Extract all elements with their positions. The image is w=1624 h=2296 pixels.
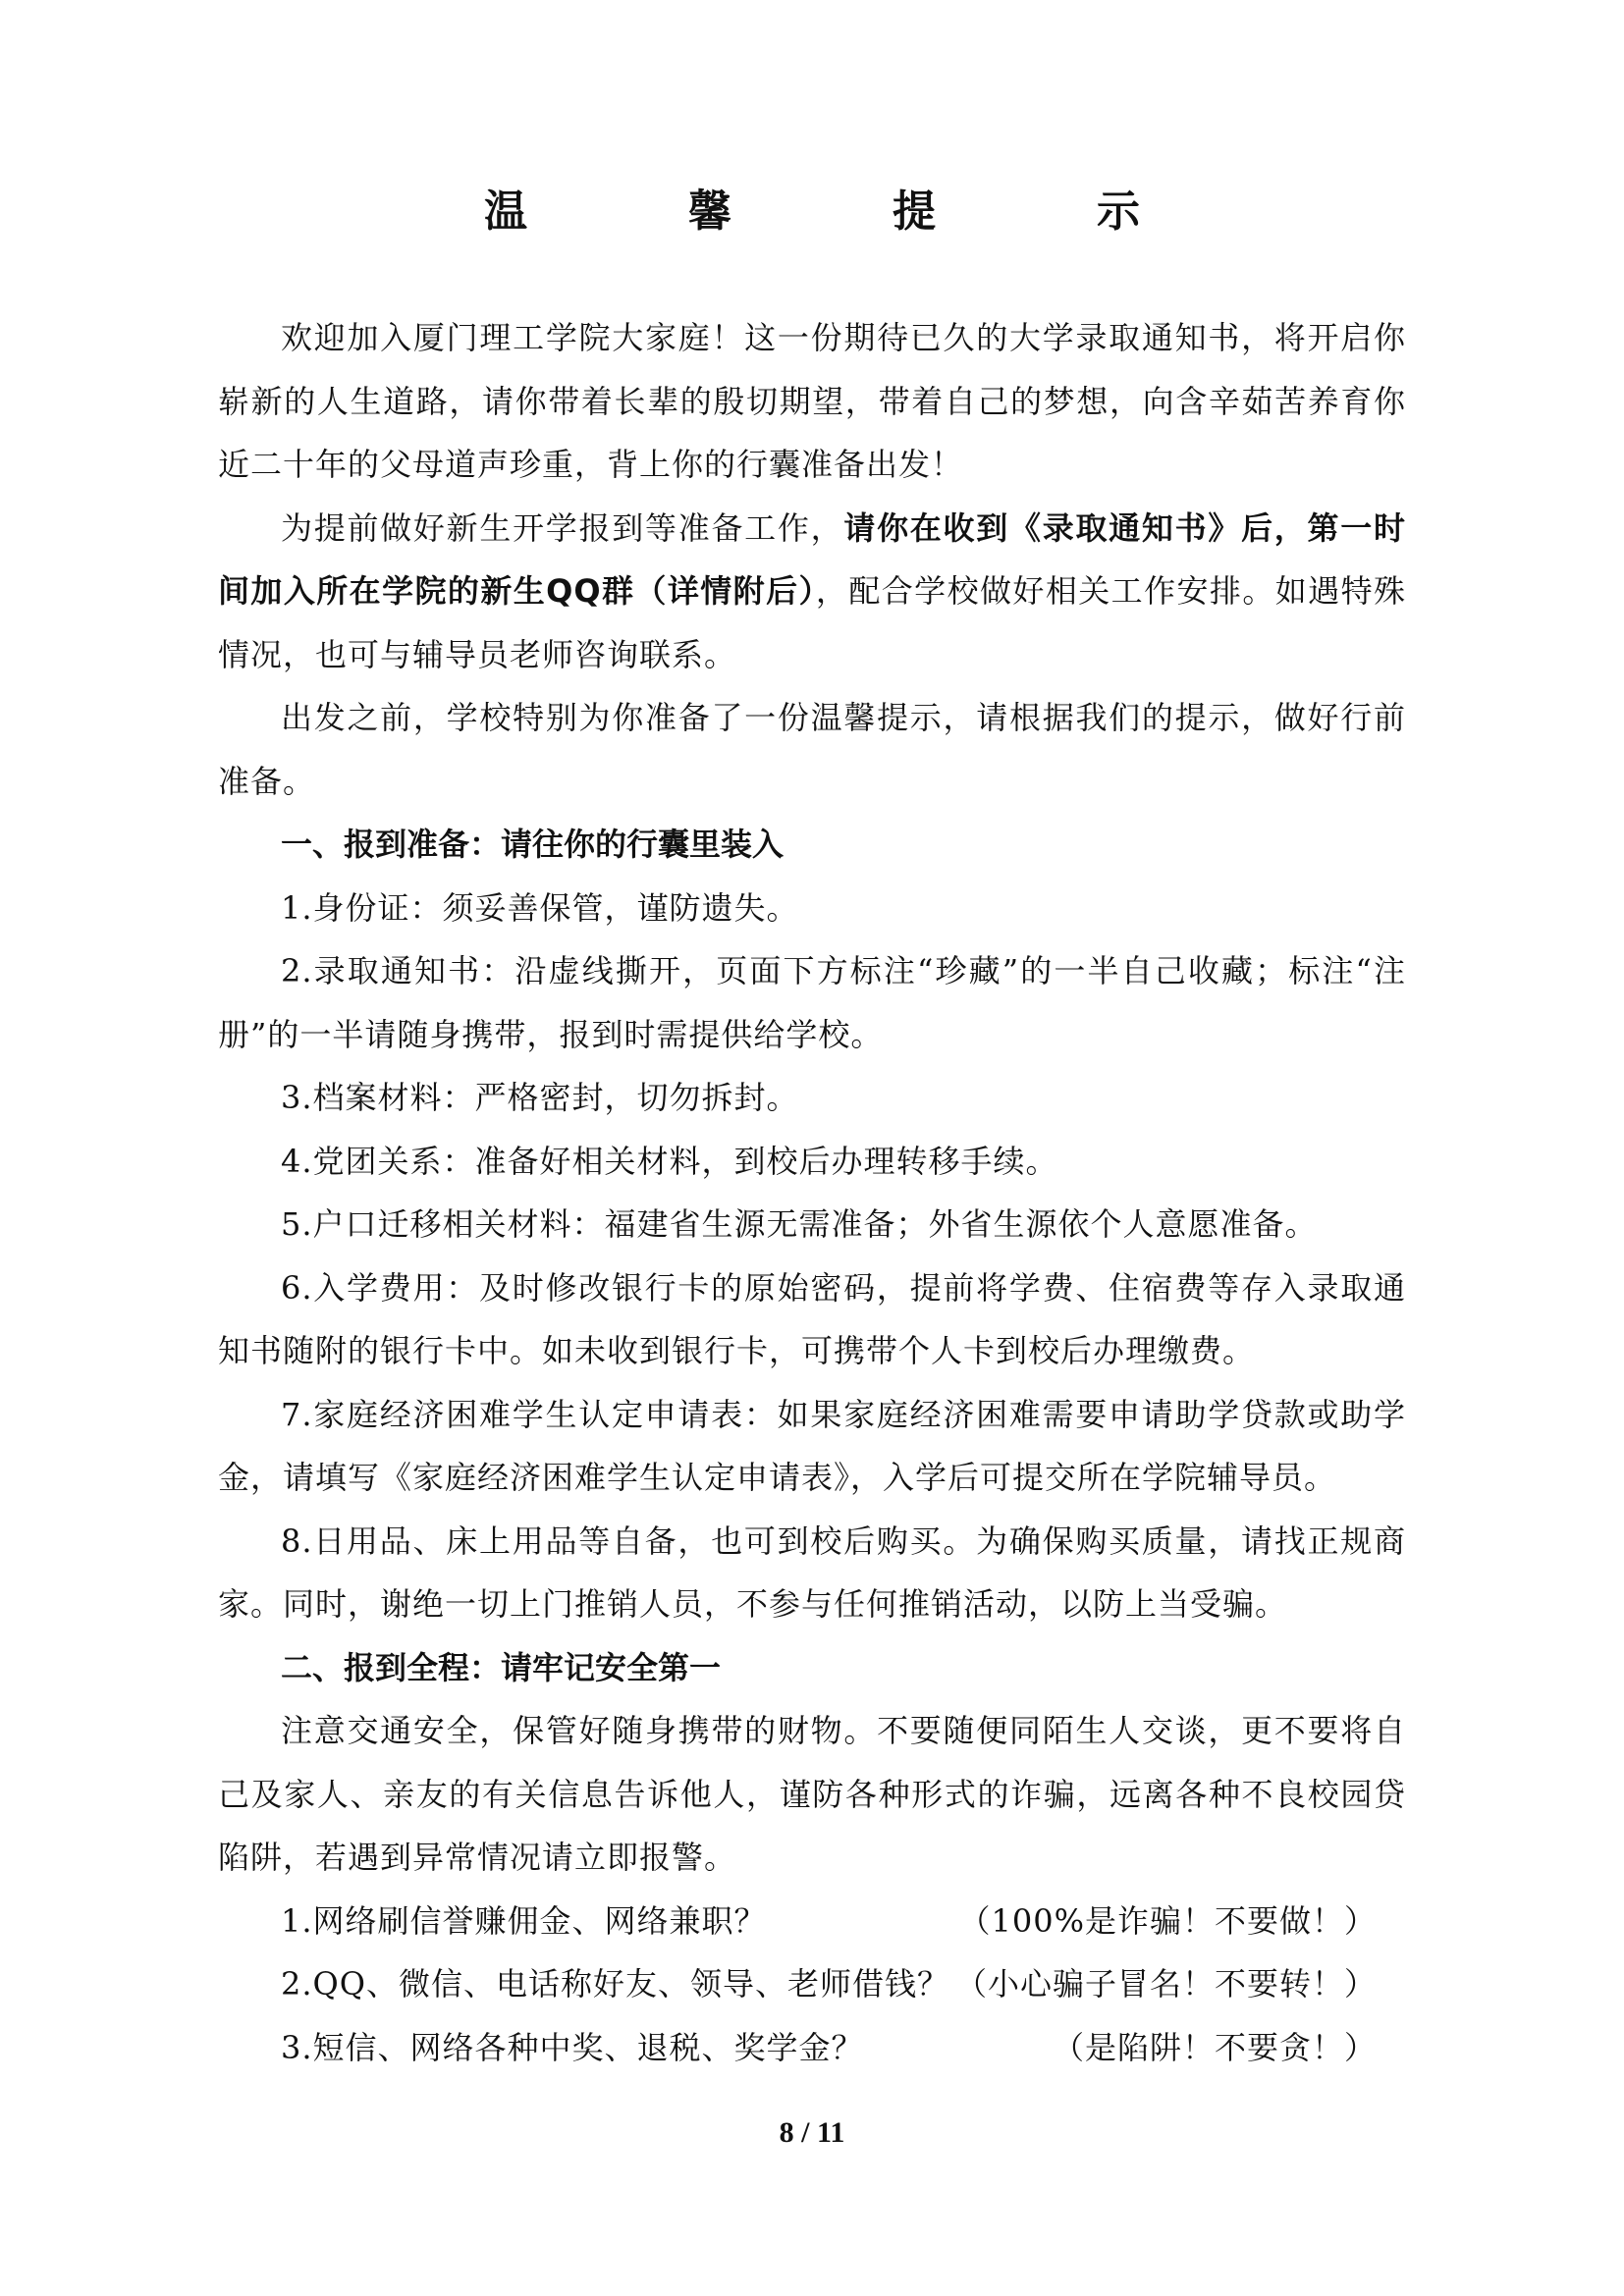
section-1-item: 7.家庭经济困难学生认定申请表：如果家庭经济困难需要申请助学贷款或助学金，请填写《家庭经济困难学生认定申请表》，入学后可提交所在学院辅导员。 <box>218 1395 1406 1496</box>
intro-paragraph-3: 出发之前，学校特别为你准备了一份温馨提示，请根据我们的提示，做好行前准备。 <box>218 699 1406 800</box>
warning-question: 3.短信、网络各种中奖、退税、奖学金？ <box>281 2028 864 2066</box>
section-1-item: 6.入学费用：及时修改银行卡的原始密码，提前将学费、住宿费等存入录取通知书随附的银行卡中。如未收到银行卡，可携带个人卡到校后办理缴费。 <box>218 1268 1406 1369</box>
page-title: 温 馨 提 示 <box>484 187 1199 237</box>
section-1-item: 4.党团关系：准备好相关材料，到校后办理转移手续。 <box>281 1142 1058 1180</box>
warning-question: 2.QQ、微信、电话称好友、领导、老师借钱？ <box>281 1965 950 2002</box>
section-2-heading: 二、报到全程：请牢记安全第一 <box>281 1648 722 1686</box>
document-body <box>218 306 1406 2079</box>
warning-note: （100%是诈骗！不要做！） <box>958 1901 1377 1940</box>
intro-paragraph-2-start: 为提前做好新生开学报到等准备工作， <box>281 508 844 547</box>
warning-item <box>218 1952 1406 2016</box>
warning-note: （小心骗子冒名！不要转！） <box>954 1965 1377 2002</box>
warning-item <box>218 2016 1406 2080</box>
section-1-item: 1.身份证：须妥善保管，谨防遗失。 <box>281 888 799 927</box>
section-1-item: 2.录取通知书：沿虚线撕开，页面下方标注“珍藏”的一半自己收藏；标注“注册”的一半请随身携带，报到时需提供给学校。 <box>218 952 1406 1053</box>
intro-paragraph-1: 欢迎加入厦门理工学院大家庭！这一份期待已久的大学录取通知书，将开启你崭新的人生道路，请你带着长辈的殷切期望，带着自己的梦想，向含辛茹苦养育你近二十年的父母道声珍重，背上你的行囊准备出发！ <box>218 319 1406 483</box>
section-2-intro: 注意交通安全，保管好随身携带的财物。不要随便同陌生人交谈，更不要将自己及家人、亲友的有关信息告诉他人，谨防各种形式的诈骗，远离各种不良校园贷陷阱，若遇到异常情况请立即报警。 <box>218 1712 1406 1876</box>
section-1-item: 8.日用品、床上用品等自备，也可到校后购买。为确保购买质量，请找正规商家。同时，谢绝一切上门推销人员，不参与任何推销活动，以防上当受骗。 <box>218 1522 1406 1623</box>
section-1-item: 5.户口迁移相关材料：福建省生源无需准备；外省生源依个人意愿准备。 <box>281 1205 1318 1243</box>
section-1-heading: 一、报到准备：请往你的行囊里装入 <box>281 826 785 863</box>
warning-item <box>218 1890 1406 1953</box>
warning-question: 1.网络刷信誉赚佣金、网络兼职？ <box>281 1901 767 1940</box>
page-number: 8 / 11 <box>779 2116 845 2149</box>
intro-paragraph-2-end: ，配合学校做好相关工作安排。如遇特殊情况，也可与辅导员老师咨询联系。 <box>218 572 1406 673</box>
intro-paragraph-2 <box>218 497 1406 687</box>
intro-paragraph-2-emphasis: 请你在收到《录取通知书》后，第一时间加入所在学院的新生QQ群（详情附后） <box>218 508 1406 610</box>
section-1-item: 3.档案材料：严格密封，切勿拆封。 <box>281 1079 799 1116</box>
warning-note: （是陷阱！不要贪！） <box>1052 2028 1377 2066</box>
document-page <box>218 0 1406 2296</box>
